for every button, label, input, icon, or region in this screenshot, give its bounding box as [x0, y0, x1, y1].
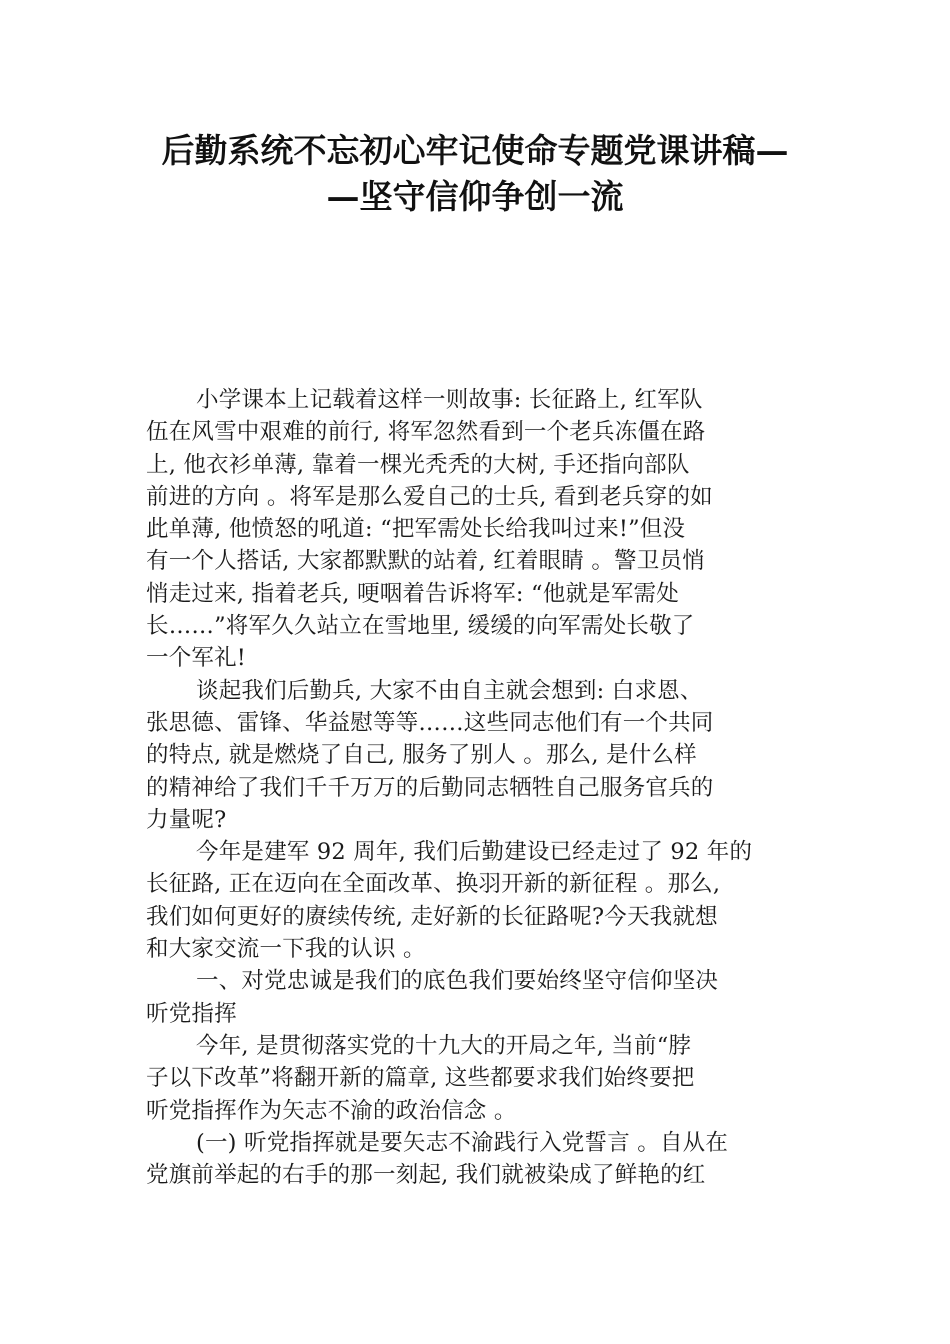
document-body: [146, 384, 812, 1191]
title-line-2: —坚守信仰争创一流: [326, 177, 624, 216]
body-text-line: 党旗前举起的右手的那一刻起, 我们就被染成了鲜艳的红: [146, 1162, 706, 1189]
document-title: [140, 128, 810, 220]
body-text-line: 的精神给了我们千千万万的后勤同志牺牲自己服务官兵的: [146, 774, 714, 801]
body-text-line: 伍在风雪中艰难的前行, 将军忽然看到一个老兵冻僵在路: [146, 419, 706, 446]
body-text-line: 今年, 是贯彻落实党的十九大的开局之年, 当前“脖: [196, 1032, 692, 1059]
body-text-line: 今年是建军 92 周年, 我们后勤建设已经走过了 92 年的: [196, 839, 753, 866]
body-text-line: 前进的方向 。将军是那么爱自己的士兵, 看到老兵穿的如: [146, 483, 713, 510]
body-text-line: 谈起我们后勤兵, 大家不由自主就会想到: 白求恩、: [196, 677, 703, 704]
body-text-line: 张思德、雷锋、华益慰等等……这些同志他们有一个共同: [146, 709, 714, 736]
body-text-line: (一) 听党指挥就是要矢志不渝践行入党誓言 。自从在: [196, 1129, 729, 1156]
body-text-line: 的特点, 就是燃烧了自己, 服务了别人 。那么, 是什么样: [146, 742, 697, 769]
body-text-line: 上, 他衣衫单薄, 靠着一棵光秃秃的大树, 手还指向部队: [146, 451, 690, 478]
body-text-line: 力量呢?: [146, 806, 227, 833]
body-text-line: 悄走过来, 指着老兵, 哽咽着告诉将军: “他就是军需处: [146, 580, 679, 607]
body-text-line: 一、对党忠诚是我们的底色我们要始终坚守信仰坚决: [196, 968, 719, 995]
body-text-line: 一个军礼!: [146, 645, 247, 672]
body-text-line: 听党指挥: [146, 1000, 237, 1027]
body-text-line: 子以下改革”将翻开新的篇章, 这些都要求我们始终要把: [146, 1065, 695, 1092]
body-text-line: 长……”将军久久站立在雪地里, 缓缓的向军需处长敬了: [146, 613, 695, 640]
body-text-line: 听党指挥作为矢志不渝的政治信念 。: [146, 1097, 517, 1124]
body-text-line: 小学课本上记载着这样一则故事: 长征路上, 红军队: [196, 387, 703, 413]
body-text-line: 此单薄, 他愤怒的吼道: “把军需处长给我叫过来!”但没: [146, 516, 686, 543]
body-text-line: 有一个人搭话, 大家都默默的站着, 红着眼睛 。警卫员悄: [146, 548, 705, 575]
body-text-line: 和大家交流一下我的认识 。: [146, 936, 426, 963]
title-line-1: 后勤系统不忘初心牢记使命专题党课讲稿—: [161, 131, 789, 170]
body-text-line: 我们如何更好的赓续传统, 走好新的长征路呢?今天我就想: [146, 903, 718, 930]
body-text-line: 长征路, 正在迈向在全面改革、换羽开新的新征程 。那么,: [146, 871, 721, 898]
